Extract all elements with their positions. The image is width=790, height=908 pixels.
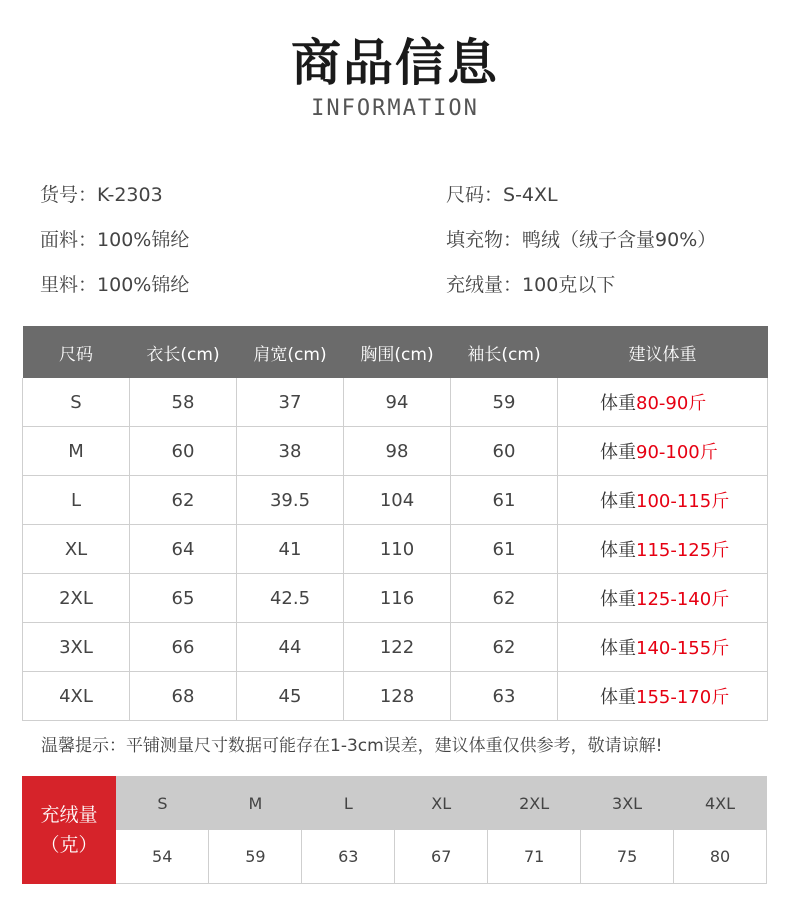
fill-label-line2: （克） (40, 834, 98, 856)
info-filling (446, 227, 716, 253)
info-value: S-4XL (503, 184, 558, 206)
cell-shoulder: 44 (237, 623, 344, 672)
column-header-chest: 胸围(cm) (344, 326, 451, 378)
info-size (446, 182, 558, 208)
size-table-header-row (23, 326, 768, 378)
cell-sleeve: 62 (451, 623, 558, 672)
fill-value-cell: 59 (209, 830, 302, 884)
column-header-weight: 建议体重 (558, 326, 768, 378)
table-row (23, 378, 768, 427)
cell-chest: 98 (344, 427, 451, 476)
table-row (23, 525, 768, 574)
page-subtitle: INFORMATION (311, 96, 479, 121)
info-item-no (40, 182, 163, 208)
measurement-note: 温馨提示：平铺测量尺寸数据可能存在1-3cm误差，建议体重仅供参考，敬请谅解! (41, 736, 663, 756)
info-label: 货号： (40, 184, 98, 206)
cell-weight (558, 378, 768, 427)
weight-range: 125-140斤 (636, 589, 730, 610)
cell-shoulder: 37 (237, 378, 344, 427)
fill-amount-table (116, 776, 767, 884)
cell-chest: 116 (344, 574, 451, 623)
weight-prefix: 体重 (600, 442, 636, 463)
cell-weight (558, 574, 768, 623)
fill-value-cell: 63 (302, 830, 395, 884)
cell-weight (558, 672, 768, 721)
info-value: K-2303 (97, 184, 163, 206)
fill-header-size: 4XL (674, 776, 767, 830)
cell-weight (558, 525, 768, 574)
cell-weight (558, 623, 768, 672)
info-label: 充绒量： (446, 274, 523, 296)
weight-prefix: 体重 (600, 491, 636, 512)
size-chart-table (22, 326, 768, 721)
cell-length: 66 (130, 623, 237, 672)
fill-table-header-row (116, 776, 767, 830)
fill-value-cell: 54 (116, 830, 209, 884)
cell-size: M (23, 427, 130, 476)
fill-header-size: S (116, 776, 209, 830)
fill-header-size: L (302, 776, 395, 830)
cell-sleeve: 59 (451, 378, 558, 427)
cell-chest: 104 (344, 476, 451, 525)
fill-value-cell: 71 (488, 830, 581, 884)
fill-header-size: XL (395, 776, 488, 830)
info-value: 鸭绒（绒子含量90%） (522, 229, 717, 251)
info-label: 尺码： (446, 184, 504, 206)
cell-chest: 110 (344, 525, 451, 574)
cell-shoulder: 38 (237, 427, 344, 476)
info-label: 面料： (40, 229, 98, 251)
info-value: 100%锦纶 (97, 229, 190, 251)
cell-size: 4XL (23, 672, 130, 721)
cell-chest: 122 (344, 623, 451, 672)
cell-weight (558, 476, 768, 525)
cell-sleeve: 62 (451, 574, 558, 623)
cell-length: 68 (130, 672, 237, 721)
fill-value-cell: 80 (674, 830, 767, 884)
table-row (23, 476, 768, 525)
fill-label-line1: 充绒量 (40, 804, 98, 826)
table-row (23, 574, 768, 623)
cell-size: L (23, 476, 130, 525)
column-header-size: 尺码 (23, 326, 130, 378)
fill-amount-label (22, 776, 116, 884)
fill-header-size: 3XL (581, 776, 674, 830)
cell-chest: 94 (344, 378, 451, 427)
page-title: 商品信息 (291, 34, 499, 92)
cell-sleeve: 63 (451, 672, 558, 721)
cell-shoulder: 39.5 (237, 476, 344, 525)
info-fill-amount (446, 272, 615, 298)
table-row (23, 427, 768, 476)
cell-shoulder: 41 (237, 525, 344, 574)
weight-range: 100-115斤 (636, 491, 730, 512)
info-label: 里料： (40, 274, 98, 296)
fill-header-size: M (209, 776, 302, 830)
fill-header-size: 2XL (488, 776, 581, 830)
cell-size: 3XL (23, 623, 130, 672)
fill-value-cell: 67 (395, 830, 488, 884)
table-row (23, 672, 768, 721)
column-header-shoulder: 肩宽(cm) (237, 326, 344, 378)
cell-length: 58 (130, 378, 237, 427)
cell-sleeve: 61 (451, 525, 558, 574)
weight-range: 80-90斤 (636, 393, 707, 414)
table-row (116, 830, 767, 884)
weight-range: 115-125斤 (636, 540, 730, 561)
cell-size: 2XL (23, 574, 130, 623)
weight-range: 90-100斤 (636, 442, 718, 463)
weight-range: 140-155斤 (636, 638, 730, 659)
weight-prefix: 体重 (600, 393, 636, 414)
cell-length: 64 (130, 525, 237, 574)
cell-chest: 128 (344, 672, 451, 721)
info-value: 100%锦纶 (97, 274, 190, 296)
cell-length: 62 (130, 476, 237, 525)
cell-size: XL (23, 525, 130, 574)
weight-prefix: 体重 (600, 687, 636, 708)
info-lining (40, 272, 189, 298)
cell-length: 60 (130, 427, 237, 476)
cell-size: S (23, 378, 130, 427)
cell-sleeve: 61 (451, 476, 558, 525)
cell-shoulder: 42.5 (237, 574, 344, 623)
weight-range: 155-170斤 (636, 687, 730, 708)
cell-sleeve: 60 (451, 427, 558, 476)
fill-value-cell: 75 (581, 830, 674, 884)
info-value: 100克以下 (522, 274, 616, 296)
cell-weight (558, 427, 768, 476)
info-label: 填充物： (446, 229, 523, 251)
weight-prefix: 体重 (600, 540, 636, 561)
column-header-length: 衣长(cm) (130, 326, 237, 378)
table-row (23, 623, 768, 672)
weight-prefix: 体重 (600, 589, 636, 610)
column-header-sleeve: 袖长(cm) (451, 326, 558, 378)
info-fabric (40, 227, 189, 253)
cell-shoulder: 45 (237, 672, 344, 721)
weight-prefix: 体重 (600, 638, 636, 659)
cell-length: 65 (130, 574, 237, 623)
